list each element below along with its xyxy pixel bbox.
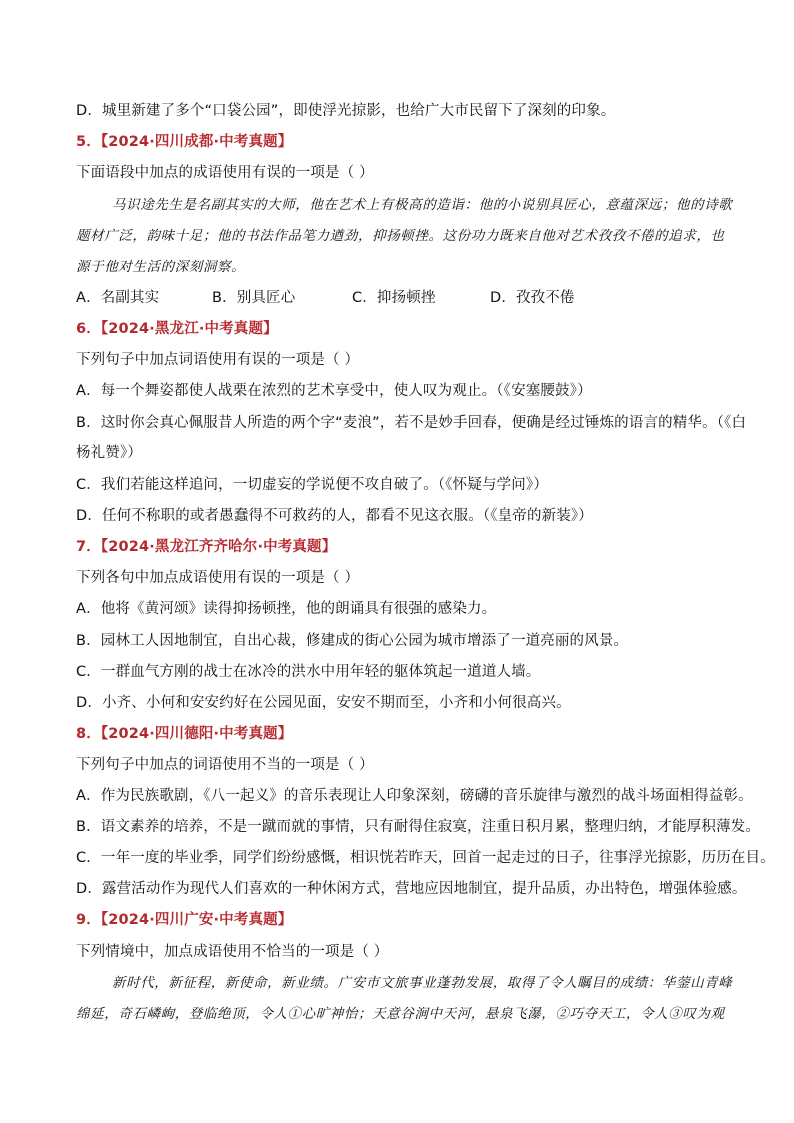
q8-stem: 下列句子中加点的词语使用不当的一项是（ ） (76, 757, 374, 773)
q8-option-a: A．作为民族歌剧，《八一起义》的音乐表现让人印象深刻，磅礴的音乐旋律与激烈的战斗场面相得益彰。 (76, 788, 753, 804)
q5-option-a: A．名副其实 (76, 290, 160, 306)
q9-heading: 9．【2024·四川广安·中考真题】 (76, 912, 293, 928)
q9-stem: 下列情境中，加点成语使用不恰当的一项是（ ） (76, 944, 389, 960)
q6-option-c: C．我们若能这样追问，一切虚妄的学说便不攻自破了。（《怀疑与学问》） (76, 477, 548, 493)
q5-option-b: B．别具匠心 (212, 290, 296, 306)
q6-option-b: B．这时你会真心佩服昔人所造的两个字“麦浪”，若不是妙手回春，便确是经过锤炼的语言的精华。（《白 (76, 415, 747, 431)
q7-option-b: B．园林工人因地制宜，自出心裁，修建成的街心公园为城市增添了一道亮丽的风景。 (76, 633, 629, 649)
q8-option-c: C．一年一度的毕业季，同学们纷纷感慨，相识恍若昨天，回首一起走过的日子，往事浮光掠影，历历在目。 (76, 850, 775, 866)
q7-option-a: A．他将《黄河颂》读得抑扬顿挫，他的朗诵具有很强的感染力。 (76, 601, 497, 617)
q8-option-b: B．语文素养的培养，不是一蹴而就的事情，只有耐得住寂寞，注重日积月累，整理归纳，才能厚积薄发。 (76, 819, 760, 835)
q7-heading: 7．【2024·黑龙江齐齐哈尔·中考真题】 (76, 539, 337, 555)
q5-stem: 下面语段中加点的成语使用有误的一项是（ ） (76, 165, 374, 181)
q6-stem: 下列句子中加点词语使用有误的一项是（ ） (76, 352, 360, 368)
q7-option-d: D．小齐、小何和安安约好在公园见面，安安不期而至，小齐和小何很高兴。 (76, 695, 571, 711)
q5-passage-line: 马识途先生是名副其实的大师，他在艺术上有极高的造诣：他的小说别具匠心，意蕴深远；他的诗歌 (112, 197, 733, 213)
q5-options (76, 288, 732, 308)
q5-option-c: C．抑扬顿挫 (352, 290, 436, 306)
q7-stem: 下列各句中加点成语使用有误的一项是（ ） (76, 570, 360, 586)
q7-option-c: C．一群血气方刚的战士在冰冷的洪水中用年轻的躯体筑起一道道人墙。 (76, 664, 541, 680)
q6-option-b-cont: 杨礼赞》） (76, 445, 142, 461)
q6-heading: 6．【2024·黑龙江·中考真题】 (76, 321, 278, 337)
q8-heading: 8．【2024·四川德阳·中考真题】 (76, 726, 293, 742)
q6-option-a: A．每一个舞姿都使人战栗在浓烈的艺术享受中，使人叹为观止。（《安塞腰鼓》） (76, 383, 592, 399)
q5-heading: 5．【2024·四川成都·中考真题】 (76, 134, 293, 150)
q5-passage-line: 源于他对生活的深刻洞察。 (76, 259, 246, 275)
q6-option-d: D．任何不称职的或者愚蠢得不可救药的人，都看不见这衣服。（《皇帝的新装》） (76, 508, 593, 524)
prev-option-d: D．城里新建了多个“口袋公园”，即使浮光掠影，也给广大市民留下了深刻的印象。 (76, 103, 616, 119)
q9-passage-line: 绵延，奇石嶙峋，登临绝顶，令人①心旷神怡；天意谷涧中天河，悬泉飞瀑，②巧夺天工，令人③叹为观 (76, 1006, 725, 1022)
q5-passage-line: 题材广泛，韵味十足；他的书法作品笔力遒劲，抑扬顿挫。这份功力既来自他对艺术孜孜不倦的追求，也 (76, 228, 725, 244)
q9-passage-line: 新时代，新征程，新使命，新业绩。广安市文旅事业蓬勃发展，取得了令人瞩目的成绩：华蓥山青峰 (112, 975, 733, 991)
q5-option-d: D．孜孜不倦 (490, 290, 575, 306)
q8-option-d: D．露营活动作为现代人们喜欢的一种休闲方式，营地应因地制宜，提升品质，办出特色，增强体验感。 (76, 881, 747, 897)
